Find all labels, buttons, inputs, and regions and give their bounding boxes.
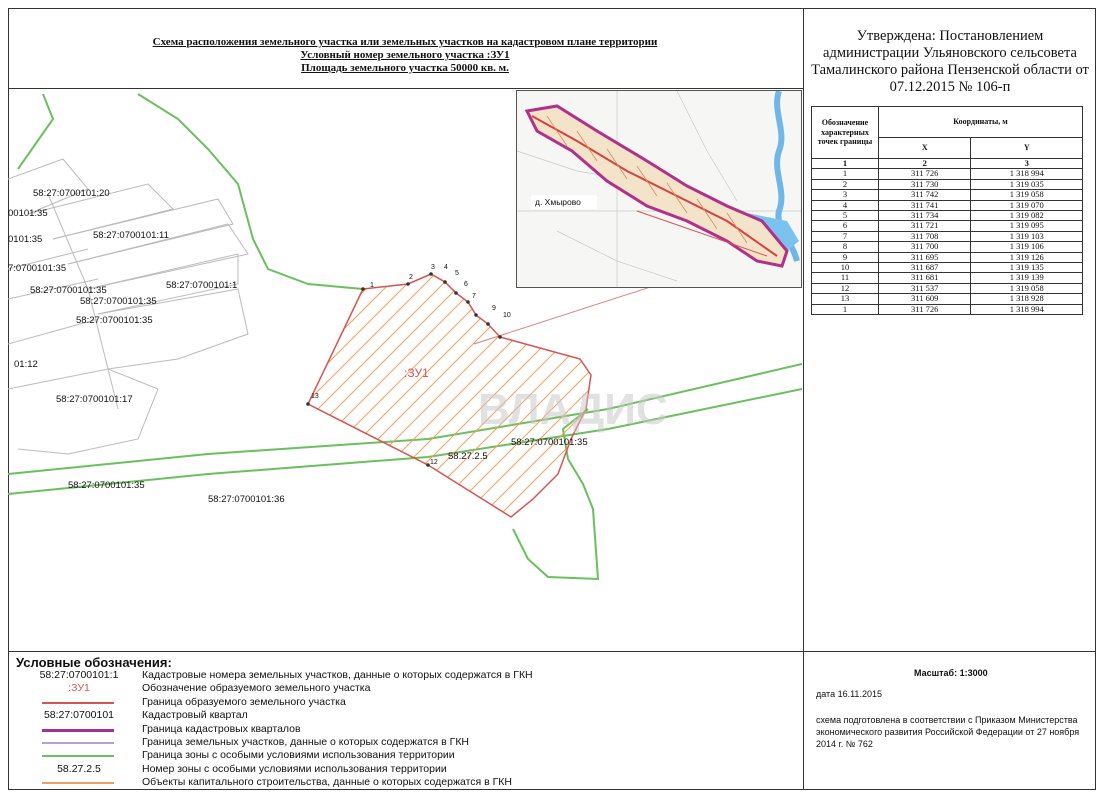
- legend-item: [16, 736, 796, 749]
- coord-row: [812, 294, 1083, 304]
- coord-row: [812, 169, 1083, 179]
- coord-cell-y: 1 318 928: [971, 294, 1083, 304]
- legend-line-symbol: [42, 742, 114, 744]
- legend-text: Кадастровые номера земельных участков, данные о которых содержатся в ГКН: [142, 669, 533, 681]
- coord-cell-y: 1 319 106: [971, 242, 1083, 252]
- inset-map: [517, 91, 802, 288]
- scale-label: Масштаб: 1:3000: [914, 668, 988, 678]
- boundary-point: [498, 335, 502, 339]
- hatch-line: [162, 269, 422, 529]
- coord-cell-x: 311 726: [879, 304, 971, 314]
- coord-cell-x: 311 726: [879, 169, 971, 179]
- boundary-point: [454, 291, 458, 295]
- coord-cell-y: 1 319 135: [971, 263, 1083, 273]
- legend-line-symbol: [42, 755, 114, 757]
- boundary-point: [466, 300, 470, 304]
- coord-cell-x: 311 734: [879, 211, 971, 221]
- coord-row: [812, 242, 1083, 252]
- approval-line-4: 07.12.2015 № 106-п: [889, 79, 1011, 95]
- legend-text: Граница зоны с особыми условиями использования территории: [142, 749, 455, 762]
- point-label: 1: [370, 282, 374, 289]
- point-label: 6: [464, 281, 468, 288]
- boundary-point: [429, 272, 433, 276]
- approval-line-3: Тамалинского района Пензенской области от: [811, 62, 1089, 78]
- point-label: 7: [472, 293, 476, 300]
- vertical-divider: [803, 8, 804, 790]
- boundary-point: [361, 287, 365, 291]
- col-number: 1: [812, 159, 879, 169]
- coord-cell-p: 6: [812, 221, 879, 231]
- coord-row: [812, 221, 1083, 231]
- overview-inset: [516, 90, 802, 288]
- coord-cell-p: 3: [812, 190, 879, 200]
- coord-cell-y: 1 319 058: [971, 283, 1083, 293]
- watermark: ВЛАДИС: [478, 385, 668, 434]
- coord-cell-x: 311 741: [879, 200, 971, 210]
- legend-item: [16, 723, 796, 736]
- title-line-1: Схема расположения земельного участка или земельных участков на кадастровом плане территории: [152, 36, 658, 48]
- coord-row: [812, 304, 1083, 314]
- legend-symbol: :ЗУ1: [68, 682, 90, 695]
- approval-block: [808, 28, 1092, 96]
- legend-item: [16, 776, 796, 789]
- hatch-line: [738, 269, 802, 529]
- legend: [16, 669, 796, 790]
- hatch-line: [252, 269, 512, 529]
- parcel-label: 58:27:0700101:17: [56, 394, 133, 405]
- legend-text: Обозначение образуемого земельного участка: [142, 682, 371, 695]
- legend-text: Объекты капитального строительства, данные о которых содержатся в ГКН: [142, 776, 513, 789]
- point-label: 5: [455, 270, 459, 277]
- parcel-label: 58:27:0700101:11: [93, 230, 169, 241]
- title-line-3: Площадь земельного участка 50000 кв. м.: [301, 62, 509, 74]
- parcel-label: 58:27:0700101:20: [33, 188, 110, 199]
- hatch-line: [108, 269, 368, 529]
- hatch-line: [756, 269, 802, 529]
- col-number: 3: [971, 159, 1083, 169]
- coord-cell-p: 9: [812, 252, 879, 262]
- coord-cell-y: 1 319 139: [971, 273, 1083, 283]
- coord-cell-y: 1 318 994: [971, 169, 1083, 179]
- legend-text: Граница образуемого земельного участка: [142, 695, 346, 708]
- coord-cell-p: 11: [812, 273, 879, 283]
- boundary-point: [474, 313, 478, 317]
- coord-row: [812, 179, 1083, 189]
- legend-line-symbol: [42, 702, 114, 704]
- hatch-line: [126, 269, 386, 529]
- point-label: 3: [431, 264, 435, 271]
- point-label: 13: [311, 393, 319, 400]
- points-header: Обозначение характерных точек границы: [812, 107, 879, 159]
- approval-line-2: администрации Ульяновского сельсовета: [823, 45, 1077, 61]
- coord-cell-y: 1 319 070: [971, 200, 1083, 210]
- coord-cell-x: 311 700: [879, 242, 971, 252]
- coord-cell-p: 1: [812, 169, 879, 179]
- legend-item: [16, 749, 796, 762]
- coord-cell-y: 1 319 035: [971, 179, 1083, 189]
- zu1-label: :ЗУ1: [404, 366, 429, 380]
- coord-cell-p: 12: [812, 283, 879, 293]
- parcel-hatch: [108, 269, 802, 529]
- legend-symbol: 58:27:0700101: [43, 709, 115, 722]
- coord-cell-p: 1: [812, 304, 879, 314]
- coord-row: [812, 252, 1083, 262]
- legend-symbol: 58:27:0700101:1: [39, 669, 119, 681]
- hatch-line: [198, 269, 458, 529]
- coord-cell-p: 5: [812, 211, 879, 221]
- hatch-line: [666, 269, 802, 529]
- approval-line-1: Утверждена: Постановлением: [856, 28, 1044, 44]
- coord-row: [812, 263, 1083, 273]
- preparation-note: схема подготовлена в соответствии с Приказом Министерства экономического развития Российской Федерации от 27 ноября 2014 г. № 762: [816, 715, 1080, 749]
- coord-cell-x: 311 742: [879, 190, 971, 200]
- coord-cell-x: 311 708: [879, 231, 971, 241]
- point-label: 9: [492, 305, 496, 312]
- coord-cell-x: 311 730: [879, 179, 971, 189]
- boundary-point: [486, 322, 490, 326]
- parcel-label: 58:27:0700101:35: [30, 285, 107, 296]
- point-label: 2: [409, 274, 413, 281]
- legend-line-symbol: [42, 782, 114, 784]
- coord-row: [812, 231, 1083, 241]
- legend-text: Кадастровый квартал: [142, 709, 248, 722]
- coord-cell-x: 311 695: [879, 252, 971, 262]
- legend-text: Граница кадастровых кварталов: [142, 722, 301, 735]
- legend-item: [16, 763, 796, 776]
- coord-cell-x: 311 681: [879, 273, 971, 283]
- legend-item: [16, 709, 796, 722]
- parcel-label: 01:12: [14, 359, 38, 370]
- parcel-label: 58:27:0700101:35: [68, 480, 145, 491]
- coord-cell-x: 311 609: [879, 294, 971, 304]
- parcel-label: 58:27:0700101:35: [80, 296, 157, 307]
- coordinates-table: [811, 106, 1083, 315]
- coord-cell-p: 13: [812, 294, 879, 304]
- parcel-label: 58:27:0700101:35: [511, 437, 588, 448]
- legend-text: Номер зоны с особыми условиями использования территории: [142, 762, 447, 775]
- coords-body: [812, 169, 1083, 315]
- parcel-label: 58:27:0700101:36: [208, 494, 285, 505]
- boundary-point: [306, 402, 310, 406]
- coord-row: [812, 200, 1083, 210]
- legend-text: Граница земельных участков, данные о которых содержатся в ГКН: [142, 735, 470, 748]
- point-label: 12: [430, 459, 438, 466]
- parcel-label: 7:0700101:35: [8, 263, 67, 274]
- parcel-label: 00101:35: [8, 208, 48, 219]
- x-header: X: [879, 138, 971, 159]
- legend-title: Условные обозначения:: [16, 655, 172, 670]
- date-label: дата 16.11.2015: [816, 689, 882, 699]
- coord-cell-y: 1 319 126: [971, 252, 1083, 262]
- coord-cell-y: 1 319 058: [971, 190, 1083, 200]
- legend-item: [16, 696, 796, 709]
- boundary-point: [406, 282, 410, 286]
- coords-header: Координаты, м: [879, 107, 1083, 138]
- point-label: 4: [444, 264, 448, 271]
- coord-row: [812, 273, 1083, 283]
- coord-row: [812, 190, 1083, 200]
- parcel-label: 58:27:0700101:1: [166, 280, 238, 291]
- coord-cell-p: 7: [812, 231, 879, 241]
- hatch-line: [774, 269, 802, 529]
- village-label: д. Хмырово: [535, 197, 581, 207]
- parcel-label: 0101:35: [8, 234, 43, 245]
- hatch-line: [792, 269, 802, 529]
- legend-divider: [8, 651, 1096, 652]
- legend-symbol: 58.27.2.5: [57, 762, 101, 775]
- coord-cell-p: 10: [812, 263, 879, 273]
- legend-line-symbol: [42, 729, 114, 732]
- coord-cell-y: 1 319 095: [971, 221, 1083, 231]
- coord-cell-y: 1 319 103: [971, 231, 1083, 241]
- hatch-line: [648, 269, 802, 529]
- coord-cell-y: 1 318 994: [971, 304, 1083, 314]
- coord-cell-p: 4: [812, 200, 879, 210]
- legend-item: [16, 669, 796, 682]
- col-number: 2: [879, 159, 971, 169]
- coord-row: [812, 211, 1083, 221]
- title-line-2: Условный номер земельного участка :ЗУ1: [300, 49, 510, 61]
- point-label: 10: [503, 312, 511, 319]
- boundary-point: [443, 280, 447, 284]
- coord-cell-x: 311 721: [879, 221, 971, 231]
- hatch-line: [144, 269, 404, 529]
- hatch-line: [216, 269, 476, 529]
- zone-number-label: 58.27.2.5: [448, 451, 488, 462]
- coord-cell-y: 1 319 082: [971, 211, 1083, 221]
- coord-cell-p: 8: [812, 242, 879, 252]
- scheme-title: [60, 36, 750, 75]
- hatch-line: [684, 269, 802, 529]
- coord-row: [812, 283, 1083, 293]
- coord-cell-p: 2: [812, 179, 879, 189]
- hatch-line: [720, 269, 802, 529]
- coord-cell-x: 311 537: [879, 283, 971, 293]
- coord-cell-x: 311 687: [879, 263, 971, 273]
- y-header: Y: [971, 138, 1083, 159]
- legend-item: [16, 682, 796, 695]
- parcel-label: 58:27:0700101:35: [76, 315, 153, 326]
- hatch-line: [234, 269, 494, 529]
